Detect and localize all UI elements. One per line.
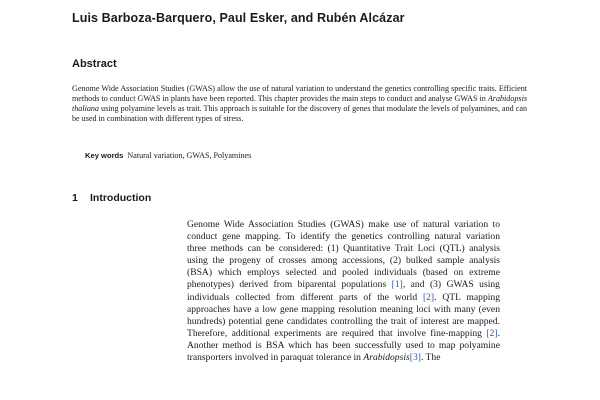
citation-link-1[interactable]: [1]	[391, 279, 403, 291]
section-heading	[72, 192, 151, 204]
abstract-heading: Abstract	[72, 58, 117, 70]
keywords-value: Natural variation, GWAS, Polyamines	[127, 151, 252, 160]
abstract-text-part-2: using polyamine levels as trait. This approach is suitable for the discovery of genes that modulate the levels of polyamines, and can be used in combination with different types of stress.	[72, 104, 527, 124]
intro-text-1: Genome Wide Association Studies (GWAS) make use of natural variation to conduct gene mapping. To identify the genetics controlling natural variation three methods can be considered: (1) Quantitative Trait Loci (QTL) analysis using the progeny of crosses among accessions, (2) bulked sample analysis (BSA) which employs selected and pooled individuals (based on extreme phenotypes) derived from biparental populations	[187, 219, 500, 291]
citation-link-4[interactable]: [3]	[409, 352, 421, 364]
citation-link-3[interactable]: [2]	[486, 327, 498, 339]
introduction-paragraph	[187, 219, 500, 364]
citation-link-2[interactable]: [2]	[422, 291, 435, 303]
keywords-label: Key words	[85, 151, 124, 160]
intro-text-4: . Another method is BSA which has been successfully used to map polyamine transporters involved in paraquat tolerance in	[187, 327, 500, 364]
author-list: Luis Barboza-Barquero, Paul Esker, and Rubén Alcázar	[72, 11, 405, 25]
section-number: 1	[72, 192, 78, 204]
intro-species-name: Arabidopsis	[363, 352, 410, 364]
intro-text-2: , and (3) GWAS using individuals collected from different parts of the world	[187, 279, 500, 303]
abstract-text	[72, 84, 527, 124]
intro-text-3: . QTL mapping approaches have a low gene mapping resolution meaning loci with many (even hundreds) potential gene candidates controlling the trait of interest are mapped. Therefore, additional experiments are required that involve fine-mapping	[187, 291, 500, 339]
abstract-text-part-1: Genome Wide Association Studies (GWAS) allow the use of natural variation to understand the genetics controlling specific traits. Efficient methods to conduct GWAS in plants have been reported. This chapter provides the main steps to conduct and analyse GWAS in	[72, 84, 527, 104]
keywords-line	[85, 151, 525, 161]
intro-text-5: . The	[420, 352, 441, 364]
section-title: Introduction	[90, 192, 152, 204]
abstract-species-name: Arabidopsis thaliana	[72, 94, 527, 114]
